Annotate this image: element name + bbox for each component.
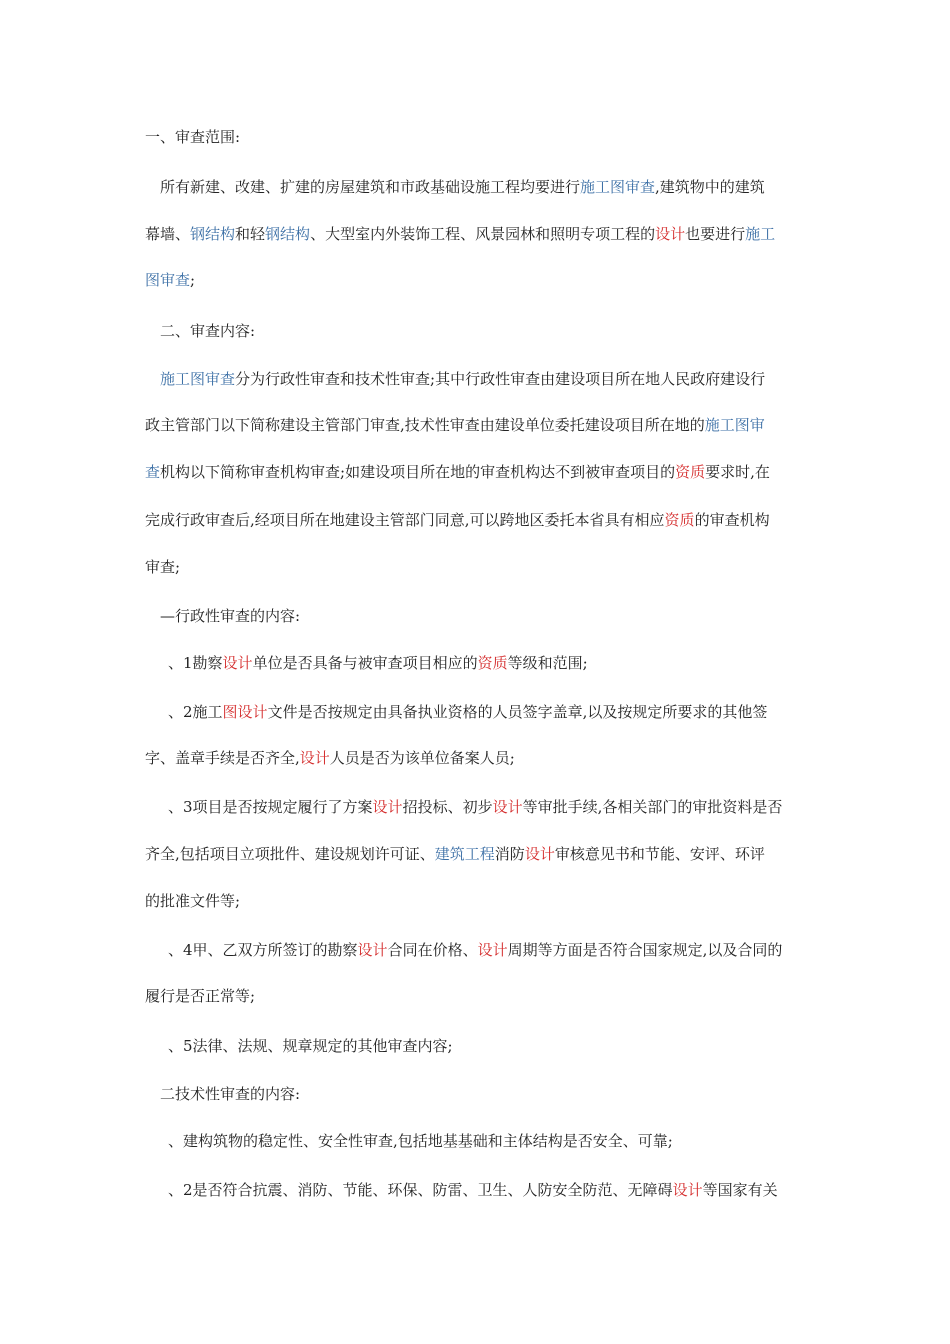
text-segment: 政主管部门以下简称建设主管部门审查,技术性审查由建设单位委托建设项目所在地的: [145, 416, 705, 434]
text-segment: 单位是否具备与被审查项目相应的: [252, 654, 478, 672]
text-segment: 二技术性审查的内容:: [160, 1085, 301, 1103]
text-segment: 要求时,在: [705, 463, 770, 481]
highlight-text: 设计: [372, 798, 403, 816]
text-segment: 等国家有关: [702, 1181, 778, 1199]
text-segment: 招投标、初步: [402, 798, 493, 816]
heading-admin-review: [160, 606, 825, 626]
text-segment: 等级和范围;: [507, 654, 588, 672]
list-item: [168, 1036, 833, 1056]
highlight-text: 设计: [672, 1181, 703, 1199]
text-segment: —行政性审查的内容:: [160, 607, 301, 625]
link-text[interactable]: 查: [145, 463, 161, 481]
text-segment: ;: [190, 271, 196, 289]
text-segment: 、建构筑物的稳定性、安全性审查,包括地基基础和主体结构是否安全、可靠;: [168, 1132, 673, 1150]
paragraph-line: [145, 748, 810, 768]
paragraph-line: [145, 224, 810, 244]
highlight-text: 设计: [655, 225, 686, 243]
text-segment: 字、盖章手续是否齐全,: [145, 749, 300, 767]
paragraph-line: [145, 510, 810, 530]
highlight-text: 资质: [675, 463, 706, 481]
text-segment: 审查;: [145, 558, 181, 576]
highlight-text: 图设计: [222, 703, 268, 721]
link-text[interactable]: 钢结构: [265, 225, 311, 243]
heading-content: [160, 321, 825, 341]
paragraph-line: [145, 986, 810, 1006]
highlight-text: 资质: [664, 511, 695, 529]
paragraph-line: [145, 891, 810, 911]
heading-tech-review: [160, 1084, 825, 1104]
text-segment: 等审批手续,各相关部门的审批资料是否: [522, 798, 783, 816]
text-segment: 合同在价格、: [387, 941, 478, 959]
text-segment: 和轻: [235, 225, 266, 243]
text-segment: 、4甲、乙双方所签订的勘察: [168, 941, 358, 959]
text-segment: 周期等方面是否符合国家规定,以及合同的: [507, 941, 783, 959]
text-segment: 完成行政审查后,经项目所在地建设主管部门同意,可以跨地区委托本省具有相应: [145, 511, 665, 529]
list-item: [168, 1131, 833, 1151]
highlight-text: 设计: [299, 749, 330, 767]
link-text[interactable]: 施工图审查: [580, 178, 656, 196]
paragraph-line: [145, 270, 810, 290]
link-text[interactable]: 施工图审: [704, 416, 765, 434]
highlight-text: 设计: [477, 941, 508, 959]
text-segment: 履行是否正常等;: [145, 987, 256, 1005]
paragraph-line: [160, 177, 825, 197]
text-segment: 、2施工: [168, 703, 223, 721]
text-segment: 、大型室内外装饰工程、风景园林和照明专项工程的: [310, 225, 656, 243]
text-segment: 二、审查内容:: [160, 322, 256, 340]
text-segment: 、3项目是否按规定履行了方案: [168, 798, 373, 816]
paragraph-line: [145, 415, 810, 435]
text-segment: 一、审查范围:: [145, 128, 241, 146]
list-item: [168, 702, 833, 722]
text-segment: 消防: [494, 845, 525, 863]
link-text[interactable]: 建筑工程: [434, 845, 495, 863]
highlight-text: 设计: [357, 941, 388, 959]
paragraph-line: [145, 844, 810, 864]
text-segment: 也要进行: [685, 225, 746, 243]
link-text[interactable]: 施工图审查: [160, 370, 236, 388]
text-segment: 审核意见书和节能、安评、环评: [554, 845, 765, 863]
text-segment: ,建筑物中的建筑: [655, 178, 765, 196]
highlight-text: 设计: [492, 798, 523, 816]
list-item: [168, 940, 833, 960]
highlight-text: 设计: [222, 654, 253, 672]
text-segment: 、2是否符合抗震、消防、节能、环保、防雷、卫生、人防安全防范、无障碍: [168, 1181, 673, 1199]
text-segment: 的批准文件等;: [145, 892, 241, 910]
text-segment: 机构以下简称审查机构审查;如建设项目所在地的审查机构达不到被审查项目的: [160, 463, 676, 481]
text-segment: 人员是否为该单位备案人员;: [329, 749, 515, 767]
text-segment: 、1勘察: [168, 654, 223, 672]
list-item: [168, 1180, 833, 1200]
paragraph-line: [145, 462, 810, 482]
text-segment: 幕墙、: [145, 225, 191, 243]
paragraph-line: [145, 557, 810, 577]
list-item: [168, 653, 833, 673]
text-segment: 的审查机构: [694, 511, 770, 529]
heading-scope: [145, 127, 810, 147]
text-segment: 文件是否按规定由具备执业资格的人员签字盖章,以及按规定所要求的其他签: [267, 703, 768, 721]
highlight-text: 资质: [477, 654, 508, 672]
list-item: [168, 797, 833, 817]
link-text[interactable]: 施工: [745, 225, 776, 243]
link-text[interactable]: 图审查: [145, 271, 191, 289]
text-segment: 齐全,包括项目立项批件、建设规划许可证、: [145, 845, 435, 863]
link-text[interactable]: 钢结构: [190, 225, 236, 243]
highlight-text: 设计: [524, 845, 555, 863]
text-segment: 所有新建、改建、扩建的房屋建筑和市政基础设施工程均要进行: [160, 178, 581, 196]
text-segment: 分为行政性审查和技术性审查;其中行政性审查由建设项目所在地人民政府建设行: [235, 370, 766, 388]
paragraph-line: [160, 369, 825, 389]
text-segment: 、5法律、法规、规章规定的其他审查内容;: [168, 1037, 453, 1055]
